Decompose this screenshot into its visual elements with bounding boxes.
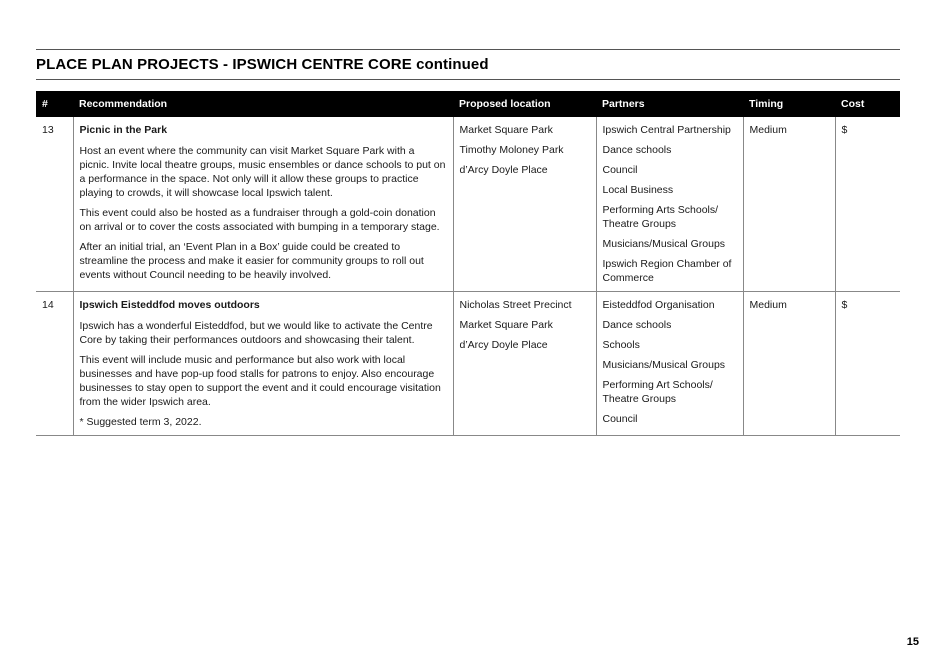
table-header-row [36,91,900,117]
table-row [36,117,900,292]
timing-cell: Medium [743,292,835,436]
top-rule [36,49,900,50]
partner-item: Local Business [602,184,674,196]
header-timing: Timing [743,91,835,117]
partner-item: Dance schools [602,144,672,156]
header-recommendation: Recommendation [73,91,453,117]
header-cost: Cost [835,91,900,117]
location-cell [453,292,596,436]
partners-cell [596,117,743,292]
partner-item: Performing Arts Schools/ Theatre Groups [602,204,719,230]
partner-item: Musicians/Musical Groups [602,238,726,250]
partner-item: Council [602,164,638,176]
partner-item: Ipswich Region Chamber of Commerce [602,258,732,284]
page-number: 15 [906,636,919,648]
header-location: Proposed location [453,91,596,117]
recommendation-cell [73,117,453,292]
partner-item: Dance schools [602,319,672,331]
recommendation-cell [73,292,453,436]
partner-item: Performing Art Schools/ Theatre Groups [602,379,713,405]
partner-item: Council [602,413,638,425]
partner-item: Musicians/Musical Groups [602,359,726,371]
recommendation-paragraph: Host an event where the community can visit Market Square Park with a picnic. Invite local theatre groups, music ensembles or dance schools to put on a performance in the space. Not only will it allow these groups to practice playing to crowds, it will showcase local Ipswich talent. [79,145,446,199]
partner-item: Ipswich Central Partnership [602,124,731,136]
page-title: PLACE PLAN PROJECTS - IPSWICH CENTRE CORE continued [36,56,489,73]
header-num: # [36,91,73,117]
recommendation-paragraph: This event will include music and performance but also work with local businesses and have pop-up food stalls for patrons to enjoy. Also encourage businesses to stay open to support the event and it could encourage visitation from the wider Ipswich area. [79,354,441,408]
partner-item: Eisteddfod Organisation [602,299,715,311]
row-number: 13 [36,117,73,292]
partner-item: Schools [602,339,640,351]
recommendation-paragraph: This event could also be hosted as a fundraiser through a gold-coin donation on arrival or to cover the costs associated with bumping in a temporary stage. [79,207,440,233]
location-item: d’Arcy Doyle Place [459,164,548,176]
header-partners: Partners [596,91,743,117]
table-row [36,292,900,436]
row-number: 14 [36,292,73,436]
location-item: Market Square Park [459,124,553,136]
timing-cell: Medium [743,117,835,292]
location-item: Market Square Park [459,319,553,331]
cost-cell: $ [835,117,900,292]
cost-cell: $ [835,292,900,436]
location-cell [453,117,596,292]
recommendation-paragraph: After an initial trial, an ‘Event Plan in a Box’ guide could be created to streamline the process and make it easier for community groups to roll out events without Council needing to be heavily involved. [79,241,424,281]
location-item: Timothy Moloney Park [459,144,564,156]
recommendation-title: Ipswich Eisteddfod moves outdoors [79,299,260,311]
location-item: Nicholas Street Precinct [459,299,572,311]
partners-cell [596,292,743,436]
location-item: d’Arcy Doyle Place [459,339,548,351]
recommendation-paragraph: * Suggested term 3, 2022. [79,416,202,428]
projects-table [36,91,900,436]
title-rule [36,79,900,80]
recommendation-paragraph: Ipswich has a wonderful Eisteddfod, but we would like to activate the Centre Core by taking their performances outdoors and showcasing their talent. [79,320,433,346]
recommendation-title: Picnic in the Park [79,124,168,136]
